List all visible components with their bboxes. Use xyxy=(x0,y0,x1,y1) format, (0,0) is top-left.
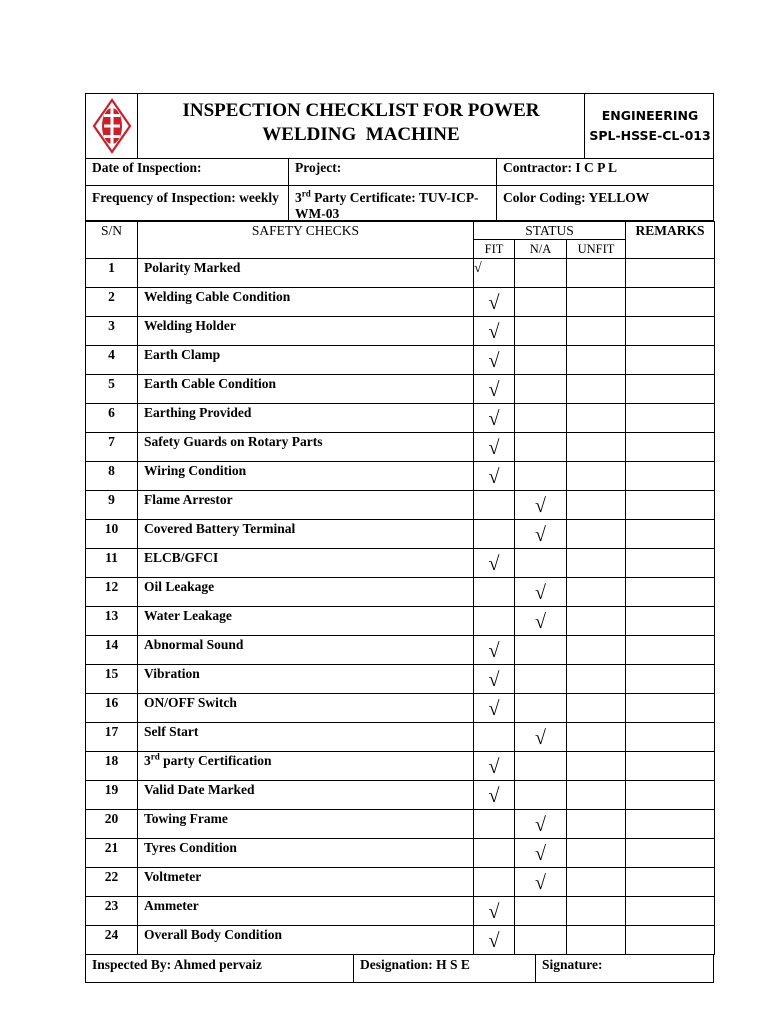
status-na-cell xyxy=(515,433,567,462)
cert-text: Party Certificate: TUV-ICP-WM-03 xyxy=(295,190,479,221)
row-sn: 5 xyxy=(86,375,138,404)
check-mark-icon: √ xyxy=(535,727,546,749)
table-row xyxy=(86,810,715,839)
row-safety-check: Earth Clamp xyxy=(138,346,474,375)
status-fit-cell xyxy=(474,607,515,636)
row-sn: 9 xyxy=(86,491,138,520)
row-safety-check: Polarity Marked xyxy=(138,259,474,288)
footer-row xyxy=(85,955,714,983)
info-row-2 xyxy=(85,186,714,221)
checklist-sheet xyxy=(85,93,714,983)
row-remarks xyxy=(626,491,715,520)
status-fit-cell xyxy=(474,259,515,288)
col-header-sn: S/N xyxy=(86,222,138,259)
table-row xyxy=(86,607,715,636)
check-mark-icon: √ xyxy=(488,437,500,459)
row-remarks xyxy=(626,723,715,752)
row-sn: 8 xyxy=(86,462,138,491)
row-safety-check: Tyres Condition xyxy=(138,839,474,868)
status-unfit-cell xyxy=(567,375,626,404)
row-safety-check: ON/OFF Switch xyxy=(138,694,474,723)
status-fit-cell xyxy=(474,926,515,955)
table-row xyxy=(86,868,715,897)
row-remarks xyxy=(626,926,715,955)
status-unfit-cell xyxy=(567,926,626,955)
row-safety-check: Flame Arrestor xyxy=(138,491,474,520)
check-mark-icon: √ xyxy=(535,524,546,546)
signature-field: Signature: xyxy=(542,957,603,972)
row-sn: 18 xyxy=(86,752,138,781)
status-fit-cell xyxy=(474,897,515,926)
check-mark-icon: √ xyxy=(488,640,500,662)
status-fit-cell xyxy=(474,636,515,665)
row-sn: 11 xyxy=(86,549,138,578)
table-row xyxy=(86,549,715,578)
status-unfit-cell xyxy=(567,636,626,665)
status-na-cell xyxy=(515,375,567,404)
info-row-1 xyxy=(85,159,714,186)
status-na-cell xyxy=(515,549,567,578)
row-safety-check: Water Leakage xyxy=(138,607,474,636)
status-unfit-cell xyxy=(567,317,626,346)
company-logo-icon xyxy=(92,98,132,154)
status-na-cell xyxy=(515,926,567,955)
table-row xyxy=(86,462,715,491)
row-safety-check: Voltmeter xyxy=(138,868,474,897)
table-row xyxy=(86,752,715,781)
check-mark-icon: √ xyxy=(535,582,546,604)
row-remarks xyxy=(626,897,715,926)
status-na-cell xyxy=(515,665,567,694)
status-unfit-cell xyxy=(567,462,626,491)
status-fit-cell xyxy=(474,839,515,868)
row-safety-check: Valid Date Marked xyxy=(138,781,474,810)
safety-checks-table xyxy=(85,221,715,955)
row-safety-check: Overall Body Condition xyxy=(138,926,474,955)
department-label: ENGINEERING xyxy=(601,108,699,123)
status-fit-cell xyxy=(474,694,515,723)
status-unfit-cell xyxy=(567,404,626,433)
check-mark-icon: √ xyxy=(488,930,500,952)
table-row xyxy=(86,375,715,404)
status-unfit-cell xyxy=(567,346,626,375)
project-field: Project: xyxy=(289,159,497,185)
status-fit-cell xyxy=(474,491,515,520)
status-na-cell xyxy=(515,723,567,752)
table-row xyxy=(86,636,715,665)
check-mark-icon: √ xyxy=(488,785,500,807)
row-remarks xyxy=(626,868,715,897)
check-mark-icon: √ xyxy=(488,698,500,720)
table-row xyxy=(86,781,715,810)
check-mark-icon: √ xyxy=(488,292,500,314)
status-fit-cell xyxy=(474,375,515,404)
status-unfit-cell xyxy=(567,694,626,723)
status-fit-cell xyxy=(474,520,515,549)
row-sn: 2 xyxy=(86,288,138,317)
row-remarks xyxy=(626,752,715,781)
row-sn: 24 xyxy=(86,926,138,955)
row-remarks xyxy=(626,810,715,839)
check-mark-icon: √ xyxy=(488,379,500,401)
row-remarks xyxy=(626,346,715,375)
status-na-cell xyxy=(515,404,567,433)
table-row xyxy=(86,404,715,433)
status-unfit-cell xyxy=(567,868,626,897)
row-remarks xyxy=(626,288,715,317)
status-na-cell xyxy=(515,462,567,491)
status-fit-cell xyxy=(474,781,515,810)
status-na-cell xyxy=(515,781,567,810)
row-sn: 22 xyxy=(86,868,138,897)
document-code: SPL-HSSE-CL-013 xyxy=(589,128,711,143)
row-sn: 4 xyxy=(86,346,138,375)
status-fit-cell xyxy=(474,810,515,839)
status-na-cell xyxy=(515,752,567,781)
row-safety-check: 3rd party Certification xyxy=(138,752,474,781)
status-unfit-cell xyxy=(567,288,626,317)
table-row xyxy=(86,839,715,868)
check-mark-icon: √ xyxy=(535,495,546,517)
row-safety-check: ELCB/GFCI xyxy=(138,549,474,578)
status-fit-cell xyxy=(474,433,515,462)
status-fit-cell xyxy=(474,868,515,897)
status-fit-cell xyxy=(474,404,515,433)
row-safety-check: Welding Holder xyxy=(138,317,474,346)
header-row xyxy=(85,93,714,159)
table-row xyxy=(86,926,715,955)
status-unfit-cell xyxy=(567,259,626,288)
table-row xyxy=(86,259,715,288)
check-mark-icon: √ xyxy=(488,669,500,691)
check-mark-icon: √ xyxy=(535,872,546,894)
status-unfit-cell xyxy=(567,549,626,578)
status-fit-cell xyxy=(474,288,515,317)
check-mark-icon: √ xyxy=(488,466,500,488)
row-sn: 7 xyxy=(86,433,138,462)
status-na-cell xyxy=(515,317,567,346)
row-safety-check: Earthing Provided xyxy=(138,404,474,433)
cert-superscript: rd xyxy=(301,188,311,199)
table-row xyxy=(86,665,715,694)
row-sn: 10 xyxy=(86,520,138,549)
row-sn: 3 xyxy=(86,317,138,346)
contractor-field: Contractor: I C P L xyxy=(503,160,617,175)
col-header-safety-checks: SAFETY CHECKS xyxy=(138,222,474,259)
status-na-cell xyxy=(515,491,567,520)
row-sn: 6 xyxy=(86,404,138,433)
table-row xyxy=(86,433,715,462)
table-row xyxy=(86,317,715,346)
table-header-row xyxy=(86,222,715,240)
check-mark-icon: √ xyxy=(488,756,500,778)
row-remarks xyxy=(626,549,715,578)
title-line-2: WELDING MACHINE xyxy=(262,124,460,145)
check-mark-icon: √ xyxy=(488,350,500,372)
table-row xyxy=(86,897,715,926)
row-safety-check: Vibration xyxy=(138,665,474,694)
row-remarks xyxy=(626,404,715,433)
row-remarks xyxy=(626,462,715,491)
col-header-status: STATUS xyxy=(474,222,626,240)
status-unfit-cell xyxy=(567,897,626,926)
table-row xyxy=(86,346,715,375)
row-remarks xyxy=(626,694,715,723)
status-fit-cell xyxy=(474,752,515,781)
row-sn: 16 xyxy=(86,694,138,723)
status-unfit-cell xyxy=(567,578,626,607)
status-fit-cell xyxy=(474,665,515,694)
row-safety-check: Oil Leakage xyxy=(138,578,474,607)
status-unfit-cell xyxy=(567,433,626,462)
row-safety-check: Earth Cable Condition xyxy=(138,375,474,404)
check-mark-icon: √ xyxy=(535,814,546,836)
status-fit-cell xyxy=(474,578,515,607)
status-na-cell xyxy=(515,636,567,665)
sub-header-unfit: UNFIT xyxy=(567,240,626,259)
sub-header-na: N/A xyxy=(515,240,567,259)
row-remarks xyxy=(626,781,715,810)
table-row xyxy=(86,520,715,549)
status-fit-cell xyxy=(474,549,515,578)
row-safety-check: Self Start xyxy=(138,723,474,752)
table-row xyxy=(86,694,715,723)
sub-header-fit: FIT xyxy=(474,240,515,259)
date-of-inspection: Date of Inspection: xyxy=(86,159,289,185)
row-sn: 23 xyxy=(86,897,138,926)
row-safety-check: Welding Cable Condition xyxy=(138,288,474,317)
row-sn: 15 xyxy=(86,665,138,694)
document-code-cell xyxy=(585,94,715,158)
logo-cell xyxy=(86,94,138,158)
row-safety-check: Towing Frame xyxy=(138,810,474,839)
status-na-cell xyxy=(515,868,567,897)
row-remarks xyxy=(626,665,715,694)
inspection-frequency: Frequency of Inspection: weekly xyxy=(86,186,289,222)
status-na-cell xyxy=(515,607,567,636)
third-party-certificate xyxy=(289,186,497,222)
status-na-cell xyxy=(515,839,567,868)
status-unfit-cell xyxy=(567,723,626,752)
row-sn: 20 xyxy=(86,810,138,839)
status-unfit-cell xyxy=(567,491,626,520)
row-remarks xyxy=(626,578,715,607)
table-row xyxy=(86,578,715,607)
status-unfit-cell xyxy=(567,839,626,868)
row-sn: 13 xyxy=(86,607,138,636)
row-sn: 1 xyxy=(86,259,138,288)
row-safety-check: Ammeter xyxy=(138,897,474,926)
table-row xyxy=(86,491,715,520)
row-remarks xyxy=(626,259,715,288)
table-row xyxy=(86,288,715,317)
row-safety-check: Covered Battery Terminal xyxy=(138,520,474,549)
status-na-cell xyxy=(515,346,567,375)
row-sn: 12 xyxy=(86,578,138,607)
document-title xyxy=(138,94,585,158)
row-sn: 17 xyxy=(86,723,138,752)
status-na-cell xyxy=(515,810,567,839)
row-remarks xyxy=(626,839,715,868)
cert-prefix: 3 xyxy=(295,190,302,205)
row-sn: 19 xyxy=(86,781,138,810)
status-na-cell xyxy=(515,578,567,607)
status-fit-cell xyxy=(474,346,515,375)
status-na-cell xyxy=(515,259,567,288)
color-coding: Color Coding: YELLOW xyxy=(503,190,650,205)
status-fit-cell xyxy=(474,462,515,491)
row-sn: 21 xyxy=(86,839,138,868)
row-sn: 14 xyxy=(86,636,138,665)
check-mark-icon: √ xyxy=(488,553,500,575)
row-remarks xyxy=(626,317,715,346)
row-remarks xyxy=(626,433,715,462)
status-unfit-cell xyxy=(567,810,626,839)
status-unfit-cell xyxy=(567,520,626,549)
col-header-remarks: REMARKS xyxy=(626,222,715,259)
row-remarks xyxy=(626,607,715,636)
check-mark-icon: √ xyxy=(535,843,546,865)
table-row xyxy=(86,723,715,752)
row-remarks xyxy=(626,375,715,404)
status-fit-cell xyxy=(474,317,515,346)
status-unfit-cell xyxy=(567,781,626,810)
check-mark-icon: √ xyxy=(535,611,546,633)
row-safety-check: Abnormal Sound xyxy=(138,636,474,665)
check-mark-icon: √ xyxy=(488,408,500,430)
inspected-by: Inspected By: Ahmed pervaiz xyxy=(86,955,354,982)
designation: Designation: H S E xyxy=(354,955,536,982)
status-unfit-cell xyxy=(567,607,626,636)
row-remarks xyxy=(626,636,715,665)
check-mark-icon: √ xyxy=(474,261,482,276)
status-unfit-cell xyxy=(567,752,626,781)
status-na-cell xyxy=(515,520,567,549)
status-na-cell xyxy=(515,288,567,317)
row-remarks xyxy=(626,520,715,549)
status-na-cell xyxy=(515,897,567,926)
check-mark-icon: √ xyxy=(488,321,500,343)
check-mark-icon: √ xyxy=(488,901,500,923)
row-safety-check: Wiring Condition xyxy=(138,462,474,491)
row-safety-check: Safety Guards on Rotary Parts xyxy=(138,433,474,462)
title-line-1: INSPECTION CHECKLIST FOR POWER xyxy=(182,100,540,121)
status-unfit-cell xyxy=(567,665,626,694)
status-fit-cell xyxy=(474,723,515,752)
status-na-cell xyxy=(515,694,567,723)
